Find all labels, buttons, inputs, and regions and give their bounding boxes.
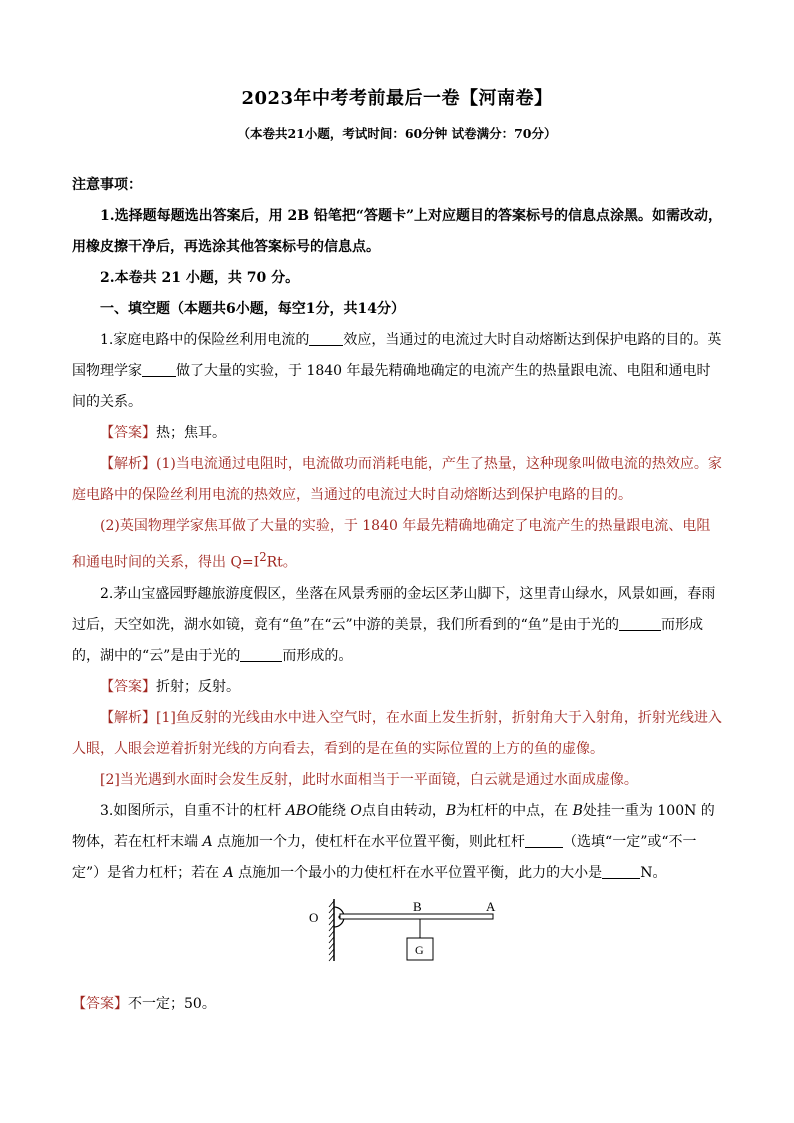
answer-blank xyxy=(142,360,176,377)
q3-text: 为杠杆的中点，在 xyxy=(456,802,573,819)
question-3 xyxy=(72,796,724,889)
q3-text: 3.如图所示，自重不计的杠杆 xyxy=(100,802,286,819)
analysis-text: [1]鱼反射的光线由水中进入空气时，在水面上发生折射，折射角大于入射角，折射光线进入人眼，人眼会逆着折射光线的方向看去，看到的是在鱼的实际位置的上方的鱼的虚像。 xyxy=(72,709,722,757)
q3-var: O xyxy=(350,802,362,819)
q1-text-3: 做了大量的实验，于 1840 年最先精确地确定的电流产生的热量跟电流、电阻和通电时间的关系。 xyxy=(72,363,711,410)
q3-text: 点施加一个最小的力使杠杆在水平位置平衡，此力的大小是 xyxy=(233,864,603,881)
analysis-text: (1)当电流通过电阻时，电流做功而消耗电能，产生了热量，这种现象叫做电流的热效应。家庭电路中的保险丝利用电流的热效应，当通过的电流过大时自动熔断达到保护电路的目的。 xyxy=(72,456,722,503)
q3-text: N。 xyxy=(640,864,667,881)
document-body xyxy=(72,170,724,1020)
q3-text: （选填“一定”或“不一定”）是省力杠杆；若在 xyxy=(72,833,697,881)
q3-text: 点自由转动， xyxy=(361,802,446,819)
page-title: 2023年中考考前最后一卷【河南卷】 xyxy=(241,88,553,109)
q2-text-2: 而形成的，湖中的“云”是由于光的 xyxy=(72,616,703,664)
label-o: O xyxy=(309,909,319,925)
superscript: 2 xyxy=(259,550,267,564)
answer-blank xyxy=(240,645,282,662)
label-b: B xyxy=(413,898,422,914)
q2-text-3: 而形成的。 xyxy=(282,647,353,664)
notice-heading: 注意事项： xyxy=(72,177,142,193)
question-2 xyxy=(72,579,724,672)
notice-item-1: 1.选择题每题选出答案后，用 2B 铅笔把“答题卡”上对应题目的答案标号的信息点涂黑。如需改动，用橡皮擦干净后，再选涂其他答案标号的信息点。 xyxy=(72,208,723,255)
analysis-text: Rt。 xyxy=(266,554,297,571)
answer-blank xyxy=(309,329,343,346)
analysis-text: (2)英国物理学家焦耳做了大量的实验，于 1840 年最先精确地确定了电流产生的热量跟电流、电阻和通电时间的关系，得出 Q=I xyxy=(72,518,711,571)
answer-text: 热；焦耳。 xyxy=(156,425,226,441)
answer-label: 【答案】 xyxy=(72,995,128,1012)
answer-blank xyxy=(602,862,640,879)
q3-text: 能绕 xyxy=(317,802,351,819)
q2-analysis-2: [2]当光遇到水面时会发生反射，此时水面相当于一平面镜，白云就是通过水面成虚像。 xyxy=(100,771,638,788)
q2-answer xyxy=(72,672,724,703)
q3-text: 点施加一个力，使杠杆在水平位置平衡，则此杠杆 xyxy=(212,833,526,850)
q3-answer xyxy=(72,989,724,1020)
q3-var: A xyxy=(202,833,213,850)
answer-blank xyxy=(525,831,563,848)
q1-text-1: 1.家庭电路中的保险丝利用电流的 xyxy=(100,332,310,348)
answer-text: 折射；反射。 xyxy=(156,678,240,695)
answer-label: 【答案】 xyxy=(100,678,156,695)
q2-analysis-1 xyxy=(72,703,724,765)
q2-text-1: 2.茅山宝盛园野趣旅游度假区，坐落在风景秀丽的金坛区茅山脚下，这里青山绿水，风景如画，春雨过后，天空如洗，湖水如镜，竟有“鱼”在“云”中游的美景，我们所看到的“鱼”是由于光的 xyxy=(72,585,716,633)
q1-analysis-2 xyxy=(72,511,724,579)
lever-bar xyxy=(340,914,493,919)
q1-text-2: 效应，当通过的电流过大时自动熔断达到保护电路的目的。英国物理学家 xyxy=(72,332,722,379)
q3-var: ABO xyxy=(285,802,318,819)
label-a: A xyxy=(486,898,496,914)
analysis-label: 【解析】 xyxy=(100,709,156,726)
q3-var: A xyxy=(223,864,234,881)
answer-label: 【答案】 xyxy=(100,425,156,441)
answer-text: 不一定；50。 xyxy=(128,995,216,1012)
analysis-label: 【解析】 xyxy=(100,456,156,472)
question-1 xyxy=(72,325,724,418)
label-g: G xyxy=(415,942,424,957)
page-subtitle: （本卷共21小题，考试时间：60分钟 试卷满分：70分） xyxy=(237,126,557,141)
q3-var: B xyxy=(445,802,457,819)
answer-blank xyxy=(619,614,661,631)
lever-diagram xyxy=(302,899,502,981)
notice-item-2: 2.本卷共 21 小题，共 70 分。 xyxy=(100,270,300,286)
section-heading: 一、填空题（本题共6小题，每空1分，共14分） xyxy=(100,301,405,317)
lever-figure xyxy=(72,899,724,981)
q3-var: B xyxy=(572,802,583,819)
q3-text: 处挂一重为 100N 的物体，若在杠杆末端 xyxy=(72,802,715,850)
q1-answer xyxy=(72,418,724,449)
q1-analysis-1 xyxy=(72,449,724,511)
